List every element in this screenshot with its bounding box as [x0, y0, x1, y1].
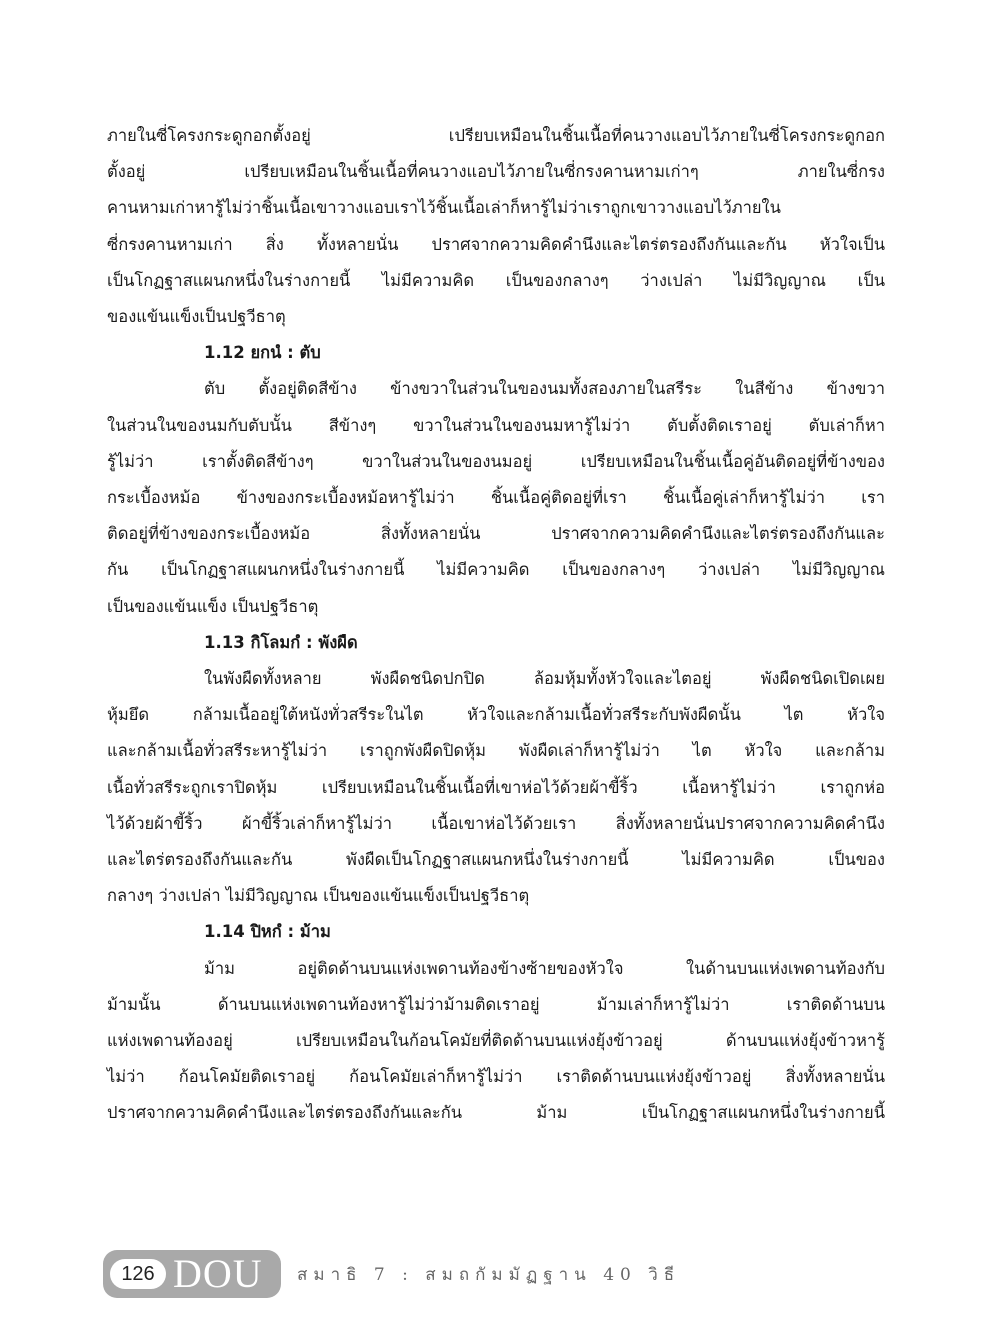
paragraph-line: รู้ไม่ว่า เราตั้งติดสีข้างๆ ขวาในส่วนในของนมอยู่ เปรียบเหมือนในชิ้นเนื้อคู่อันติดอยู่ที่ข้างของ: [107, 451, 885, 471]
dou-logo: DOU: [173, 1251, 263, 1296]
paragraph-line: ของแข้นแข็งเป็นปฐวีธาตุ: [107, 307, 286, 327]
paragraph-line: ม้าม อยู่ติดด้านบนแห่งเพดานท้องข้างซ้ายของหัวใจ ในด้านบนแห่งเพดานท้องกับ: [204, 958, 885, 978]
section-heading: 1.12 ยกนํ : ตับ: [204, 343, 321, 363]
paragraph-line: ตั้งอยู่ เปรียบเหมือนในชิ้นเนื้อที่คนวางแอบไว้ภายในซี่กรงคานหามเก่าๆ ภายในซี่กรง: [107, 162, 885, 182]
paragraph-line: ไม่ว่า ก้อนโคมัยติดเราอยู่ ก้อนโคมัยเล่าก็หารู้ไม่ว่า เราติดด้านบนแห่งยุ้งข้าวอยู่ สิ่งทั้งหลายนั่น: [107, 1067, 885, 1087]
section-intro-continued: [107, 118, 885, 335]
paragraph-line: กระเบื้องหม้อ ข้างของกระเบื้องหม้อหารู้ไม่ว่า ชิ้นเนื้อคู่ติดอยู่ที่เรา ชิ้นเนื้อคู่เล่าก็หารู้ไม่ว่า เรา: [107, 488, 885, 508]
book-title: สมาธิ 7 : สมถกัมมัฏฐาน 40 วิธี: [297, 1265, 681, 1285]
paragraph-line: เป็นของแข้นแข็ง เป็นปฐวีธาตุ: [107, 596, 319, 616]
paragraph-line: ภายในซี่โครงกระดูกอกตั้งอยู่ เปรียบเหมือนในชิ้นเนื้อที่คนวางแอบไว้ภายในซี่โครงกระดูกอก: [107, 126, 885, 145]
section-membrane: [107, 625, 885, 915]
paragraph-line: ปราศจากความคิดคำนึงและไตร่ตรองถึงกันและกัน ม้าม เป็นโกฏฐาสแผนกหนึ่งในร่างกายนี้: [107, 1103, 885, 1123]
paragraph-line: ในส่วนในของนมกับตับนั้น สีข้างๆ ขวาในส่วนในของนมหารู้ไม่ว่า ตับตั้งติดเราอยู่ ตับเล่าก็หา: [107, 415, 885, 435]
paragraph-line: กัน เป็นโกฏฐาสแผนกหนึ่งในร่างกายนี้ ไม่มีความคิด เป็นของกลางๆ ว่างเปล่า ไม่มีวิญญาณ: [107, 560, 885, 580]
paragraph-line: ม้ามนั้น ด้านบนแห่งเพดานท้องหารู้ไม่ว่าม้ามติดเราอยู่ ม้ามเล่าก็หารู้ไม่ว่า เราติดด้านบน: [107, 994, 885, 1014]
paragraph-line: แห่งเพดานท้องอยู่ เปรียบเหมือนในก้อนโคมัยที่ติดด้านบนแห่งยุ้งข้าวอยู่ ด้านบนแห่งยุ้งข้าวหารู้: [107, 1031, 885, 1051]
paragraph-line: คานหามเก่าหารู้ไม่ว่าชิ้นเนื้อเขาวางแอบเราไว้ชิ้นเนื้อเล่าก็หารู้ไม่ว่าเราถูกเขาวางแอบไว้ภายใน: [107, 198, 781, 218]
section-heading: 1.14 ปิหกํ : ม้าม: [204, 922, 331, 942]
section-spleen: [107, 914, 885, 1131]
page-body: [107, 118, 885, 1132]
paragraph-line: เนื้อทั่วสรีระถูกเราปิดหุ้ม เปรียบเหมือนในชิ้นเนื้อที่เขาห่อไว้ด้วยผ้าขี้ริ้ว เนื้อหารู้ไม่ว่า เราถูกห่อ: [107, 777, 885, 797]
paragraph-line: และไตร่ตรองถึงกันและกัน พังผืดเป็นโกฏฐาสแผนกหนึ่งในร่างกายนี้ ไม่มีความคิด เป็นของ: [107, 850, 885, 870]
paragraph-line: กลางๆ ว่างเปล่า ไม่มีวิญญาณ เป็นของแข้นแข็งเป็นปฐวีธาตุ: [107, 886, 530, 906]
paragraph-line: ซี่กรงคานหามเก่า สิ่ง ทั้งหลายนั่น ปราศจากความคิดคำนึงและไตร่ตรองถึงกันและกัน หัวใจเป็น: [107, 234, 885, 254]
paragraph-line: หุ้มยึด กล้ามเนื้ออยู่ใต้หนังทั่วสรีระในไต หัวใจและกล้ามเนื้อทั่วสรีระกับพังผืดนั้น ไต หัวใจ: [107, 705, 885, 725]
page-footer: [103, 1250, 903, 1298]
paragraph-line: เป็นโกฏฐาสแผนกหนึ่งในร่างกายนี้ ไม่มีความคิด เป็นของกลางๆ ว่างเปล่า ไม่มีวิญญาณ เป็น: [107, 270, 885, 290]
paragraph-line: และกล้ามเนื้อทั่วสรีระหารู้ไม่ว่า เราถูกพังผืดปิดหุ้ม พังผืดเล่าก็หารู้ไม่ว่า ไต หัวใจ และกล้าม: [107, 741, 885, 761]
section-liver: [107, 335, 885, 625]
section-heading: 1.13 กิโลมกํ : พังผืด: [204, 632, 358, 652]
footer-badge: [103, 1250, 281, 1298]
page-number: 126: [110, 1259, 166, 1289]
paragraph-line: ตับ ตั้งอยู่ติดสีข้าง ข้างขวาในส่วนในของนมทั้งสองภายในสรีระ ในสีข้าง ข้างขวา: [204, 379, 885, 399]
paragraph-line: ติดอยู่ที่ข้างของกระเบื้องหม้อ สิ่งทั้งหลายนั่น ปราศจากความคิดคำนึงและไตร่ตรองถึงกันและ: [107, 524, 885, 544]
paragraph-line: ในพังผืดทั้งหลาย พังผืดชนิดปกปิด ล้อมหุ้มทั้งหัวใจและไตอยู่ พังผืดชนิดเปิดเผย: [204, 669, 885, 689]
paragraph-line: ไว้ด้วยผ้าขี้ริ้ว ผ้าขี้ริ้วเล่าก็หารู้ไม่ว่า เนื้อเขาห่อไว้ด้วยเรา สิ่งทั้งหลายนั่นปราศจากความคิดคำนึง: [107, 813, 885, 833]
